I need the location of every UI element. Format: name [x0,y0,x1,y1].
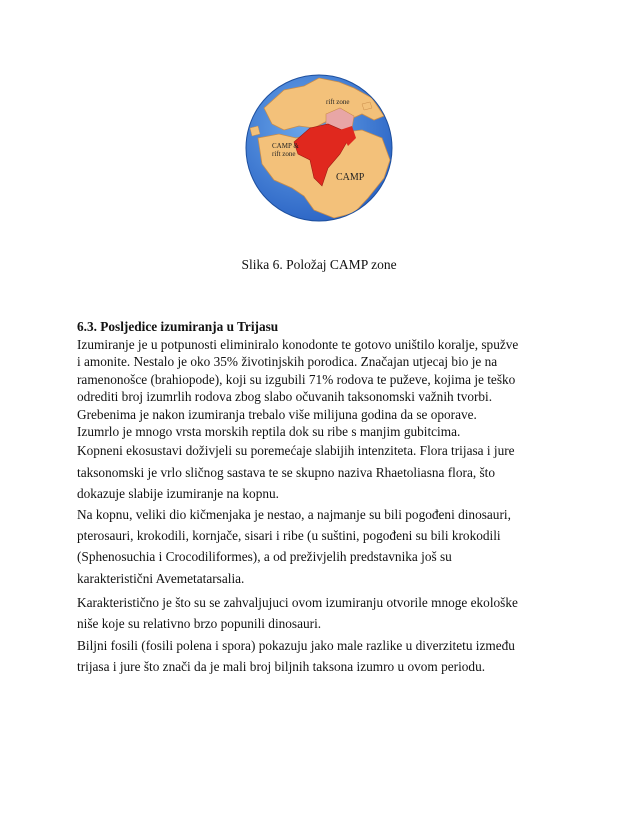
text-line: odrediti broj izumrlih rodova zbog slabo očuvanih taksonomski važnih tvorbi. [77,389,493,405]
camp-map-figure [244,68,394,228]
text-line: niše koje su relativno brzo popunili dinosauri. [77,616,322,632]
text-line: Izumiranje je u potpunosti eliminiralo konodonte te gotovo uništilo koralje, spužve [77,337,519,352]
text-line: i amonite. Nestalo je oko 35% životinjskih porodica. Značajan utjecaj bio je na [77,354,498,370]
paragraph-1 [77,336,567,440]
figure-caption: Slika 6. Položaj CAMP zone [241,257,397,272]
text-line: Izumrlo je mnogo vrsta morskih reptila dok su ribe s manjim gubitcima. [77,424,461,440]
paragraph-3 [77,592,567,678]
text-line: (Sphenosuchia i Crocodiliformes), a od preživjelih predstavnika još su [77,549,452,565]
label-camp: CAMP [336,172,365,183]
text-line: Karakteristično je što su se zahvaljujuci ovom izumiranju otvorile mnoge ekološke [77,594,518,610]
pangaea-globe-image [244,68,394,228]
paragraph-2 [77,440,567,588]
text-line: taksonomski je vrlo sličnog sastava te se skupno naziva Rhaetoliasna flora, što [77,464,496,480]
text-line: karakteristični Avemetatarsalia. [77,570,245,586]
text-line: Kopneni ekosustavi doživjeli su poremećaje slabijih intenziteta. Flora trijasa i jure [77,443,515,459]
section-heading: 6.3. Posljedice izumiranja u Trijasu [77,319,279,334]
label-rift-zone: rift zone [326,98,350,106]
text-line: dokazuje slabije izumiranje na kopnu. [77,485,279,501]
text-line: Na kopnu, veliki dio kičmenjaka je nestao, a najmanje su bili pogođeni dinosauri, [77,507,511,523]
text-line: Biljni fosili (fosili polena i spora) pokazuju jako male razlike u diverzitetu između [77,637,515,653]
text-line: trijasa i jure što znači da je mali broj biljnih taksona izumro u ovom periodu. [77,659,486,675]
section-content [77,318,567,677]
label-camp-rift-1: CAMP & [272,142,299,150]
text-line: ramenonošce (brahiopode), koji su izgubili 71% rodova te puževe, kojima je teško [77,371,516,387]
text-line: pterosauri, krokodili, kornjače, sisari i ribe (u suštini, pogođeni su bili krokodili [77,528,501,544]
text-line: Grebenima je nakon izumiranja trebalo više milijuna godina da se oporave. [77,406,477,422]
label-camp-rift-2: rift zone [272,150,296,158]
island [250,126,260,136]
